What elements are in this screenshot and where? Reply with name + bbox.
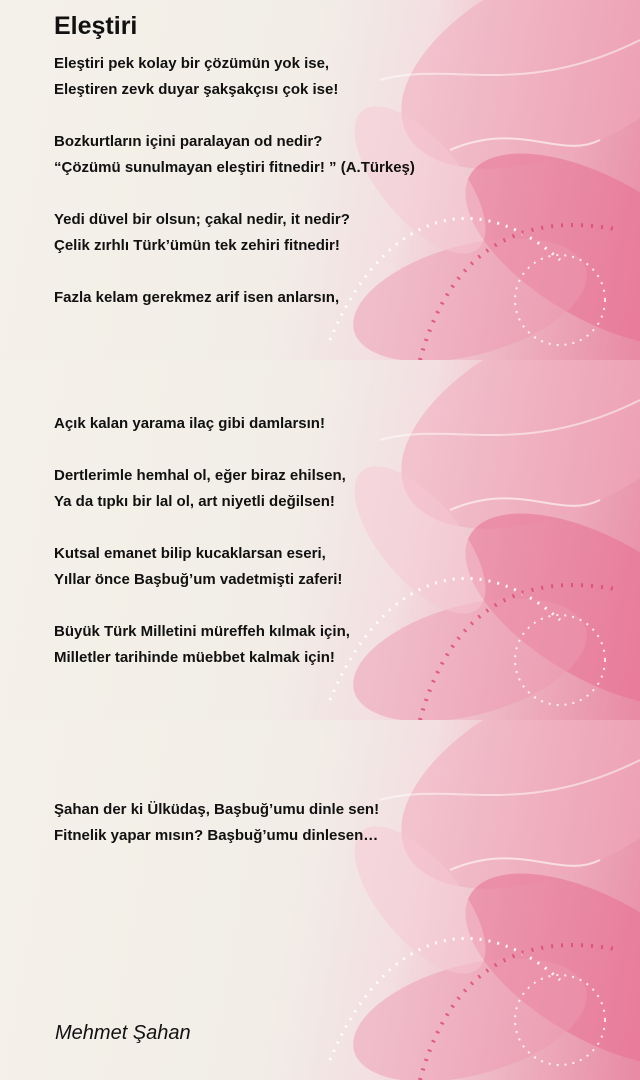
poem-line: “Çözümü sunulmayan eleştiri fitnedir! ” (A.Türkeş): [54, 159, 415, 176]
poem-line: Çelik zırhlı Türk’ümün tek zehiri fitnedir!: [54, 237, 340, 254]
poem-line: Kutsal emanet bilip kucaklarsan eseri,: [54, 545, 326, 562]
poem-line: Eleştiri pek kolay bir çözümün yok ise,: [54, 55, 330, 72]
poem-line: Eleştiren zevk duyar şakşakçısı çok ise!: [54, 81, 339, 98]
poem-line: Dertlerimle hemhal ol, eğer biraz ehilsen,: [54, 467, 346, 484]
poem-line: Büyük Türk Milletini müreffeh kılmak için,: [54, 623, 350, 640]
poem-line: Açık kalan yarama ilaç gibi damlarsın!: [54, 415, 325, 432]
poem-line: Fitnelik yapar mısın? Başbuğ’umu dinlesen…: [54, 827, 379, 844]
poem-line: Yıllar önce Başbuğ’um vadetmişti zaferi!: [54, 571, 343, 588]
poem-title: Eleştiri: [54, 12, 138, 40]
poem-line: Bozkurtların içini paralayan od nedir?: [54, 133, 323, 150]
poem-line: Şahan der ki Ülküdaş, Başbuğ’umu dinle sen!: [54, 801, 380, 818]
poem-line: Fazla kelam gerekmez arif isen anlarsın,: [54, 289, 340, 306]
poem-line: Yedi düvel bir olsun; çakal nedir, it nedir?: [54, 211, 350, 228]
poem-line: Milletler tarihinde müebbet kalmak için!: [54, 649, 335, 666]
poem-author: Mehmet Şahan: [55, 1022, 191, 1044]
poem-line: Ya da tıpkı bir lal ol, art niyetli değilsen!: [54, 493, 335, 510]
